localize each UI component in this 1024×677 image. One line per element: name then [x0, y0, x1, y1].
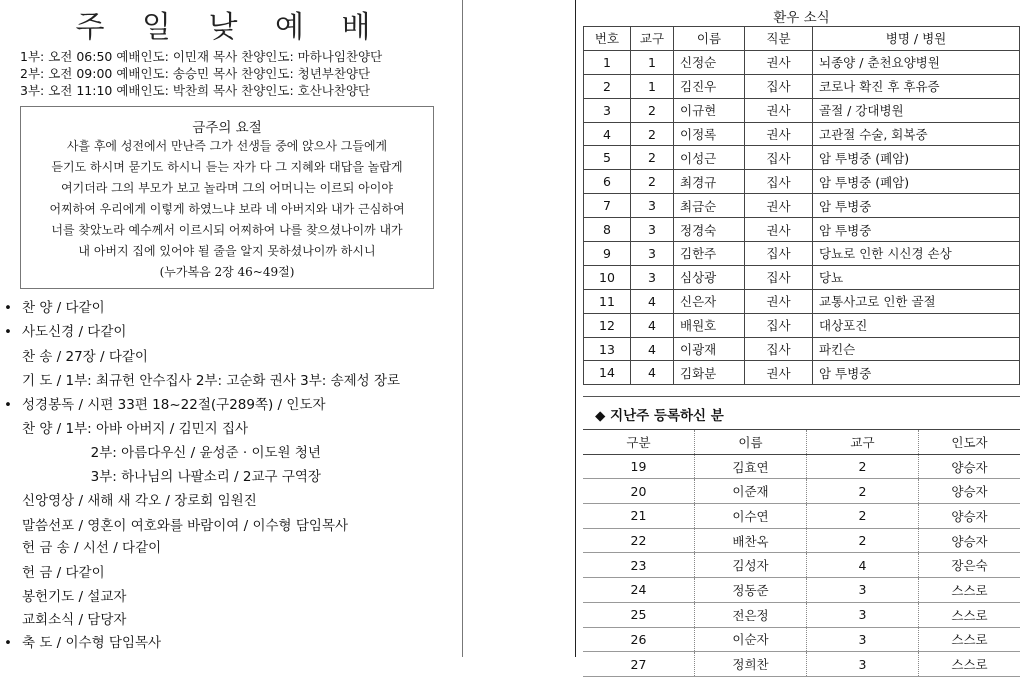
table-cell: 이광재	[674, 337, 745, 361]
table-cell: 4	[631, 361, 674, 385]
col-header: 교구	[807, 430, 919, 455]
table-row	[584, 74, 1020, 98]
table-cell: 14	[584, 361, 631, 385]
table-row	[584, 146, 1020, 170]
table-cell: 집사	[745, 313, 813, 337]
table-cell: 21	[583, 504, 695, 529]
table-cell: 22	[583, 528, 695, 553]
table-cell: 9	[584, 242, 631, 266]
order-item: 기 도 / 1부: 최규헌 안수집사 2부: 고순화 권사 3부: 송제성 장로	[22, 373, 401, 389]
table-row	[583, 454, 1020, 479]
table-cell: 양승자	[919, 528, 1021, 553]
table-cell: 이준재	[695, 479, 807, 504]
table-row	[583, 602, 1020, 627]
table-row	[584, 122, 1020, 146]
table-cell: 3	[631, 194, 674, 218]
table-cell: 스스로	[919, 578, 1021, 603]
table-cell: 23	[583, 553, 695, 578]
left-page	[0, 0, 460, 657]
table-row	[584, 242, 1020, 266]
table-row	[583, 652, 1020, 677]
table-cell: 3	[631, 265, 674, 289]
verse-line: 사흘 후에 성전에서 만난즉 그가 선생들 중에 앉으사 그들에게	[66, 139, 388, 153]
table-cell: 양승자	[919, 479, 1021, 504]
table-cell: 코로나 확진 후 후유증	[813, 74, 1020, 98]
table-cell: 19	[583, 454, 695, 479]
table-cell: 13	[584, 337, 631, 361]
table-cell: 집사	[745, 242, 813, 266]
col-header: 교구	[631, 27, 674, 51]
table-cell: 집사	[745, 146, 813, 170]
table-cell: 3	[807, 602, 919, 627]
table-cell: 교통사고로 인한 골절	[813, 289, 1020, 313]
table-header-row	[583, 430, 1020, 455]
table-cell: 2	[631, 122, 674, 146]
table-cell: 암 투병중 (폐암)	[813, 170, 1020, 194]
table-cell: 정동준	[695, 578, 807, 603]
table-cell: 6	[584, 170, 631, 194]
table-cell: 암 투병중	[813, 194, 1020, 218]
table-cell: 장은숙	[919, 553, 1021, 578]
table-row	[583, 578, 1020, 603]
table-cell: 전은정	[695, 602, 807, 627]
order-item: • 찬 양 / 다같이	[4, 300, 105, 316]
order-item: • 사도신경 / 다같이	[4, 324, 127, 340]
order-item: 찬 송 / 27장 / 다같이	[22, 349, 148, 365]
table-cell: 이정록	[674, 122, 745, 146]
table-row	[584, 265, 1020, 289]
verse-line: 내 아버지 집에 있어야 될 줄을 알지 못하셨나이까 하시니	[78, 244, 376, 258]
table-cell: 김진우	[674, 74, 745, 98]
order-item: • 축 도 / 이수형 담임목사	[4, 635, 162, 651]
table-cell: 3	[631, 242, 674, 266]
table-cell: 암 투병중	[813, 361, 1020, 385]
table-row	[583, 553, 1020, 578]
table-cell: 2	[584, 74, 631, 98]
table-cell: 집사	[745, 170, 813, 194]
table-row	[584, 289, 1020, 313]
table-cell: 4	[631, 313, 674, 337]
service-line: 3부: 오전 11:10 예배인도: 박찬희 목사 찬양인도: 호산나찬양단	[20, 83, 371, 98]
table-cell: 정경숙	[674, 218, 745, 242]
table-header-row	[584, 27, 1020, 51]
verse-line: 여기더라 그의 부모가 보고 놀라며 그의 어머니는 이르되 아이야	[61, 181, 393, 195]
table-cell: 암 투병중	[813, 218, 1020, 242]
table-cell: 25	[583, 602, 695, 627]
table-cell: 양승자	[919, 454, 1021, 479]
table-cell: 뇌종양 / 춘천요양병원	[813, 50, 1020, 74]
weekly-verse-box	[20, 106, 434, 289]
table-cell: 김화분	[674, 361, 745, 385]
registered-title: ◆ 지난주 등록하신 분	[595, 408, 724, 424]
table-cell: 당뇨	[813, 265, 1020, 289]
table-row	[584, 50, 1020, 74]
table-cell: 권사	[745, 194, 813, 218]
table-row	[583, 528, 1020, 553]
table-cell: 배찬옥	[695, 528, 807, 553]
table-cell: 권사	[745, 289, 813, 313]
table-cell: 2	[631, 170, 674, 194]
table-cell: 김효연	[695, 454, 807, 479]
table-cell: 이수연	[695, 504, 807, 529]
table-cell: 이규현	[674, 98, 745, 122]
table-cell: 스스로	[919, 652, 1021, 677]
col-header: 구분	[583, 430, 695, 455]
col-header: 병명 / 병원	[813, 27, 1020, 51]
section-divider	[583, 396, 1020, 397]
order-item: • 성경봉독 / 시편 33편 18~22절(구289쪽) / 인도자	[4, 397, 326, 413]
table-cell: 최금순	[674, 194, 745, 218]
table-cell: 1	[631, 50, 674, 74]
table-cell: 20	[583, 479, 695, 504]
table-cell: 8	[584, 218, 631, 242]
table-cell: 스스로	[919, 602, 1021, 627]
table-row	[584, 170, 1020, 194]
table-cell: 김성자	[695, 553, 807, 578]
table-cell: 집사	[745, 265, 813, 289]
table-cell: 골절 / 강대병원	[813, 98, 1020, 122]
order-item: 헌 금 / 다같이	[22, 565, 105, 581]
verse-reference: (누가복음 2장 46~49절)	[159, 265, 295, 279]
order-item: 2부: 아름다우신 / 윤성준 · 이도원 청년	[22, 445, 321, 461]
table-cell: 스스로	[919, 627, 1021, 652]
table-cell: 권사	[745, 98, 813, 122]
table-cell: 3	[584, 98, 631, 122]
table-cell: 7	[584, 194, 631, 218]
table-row	[583, 504, 1020, 529]
order-item: 교회소식 / 담당자	[22, 612, 127, 628]
col-header: 직분	[745, 27, 813, 51]
table-cell: 27	[583, 652, 695, 677]
table-cell: 3	[807, 578, 919, 603]
order-item: 말씀선포 / 영혼이 여호와를 바람이여 / 이수형 담임목사	[22, 518, 349, 534]
table-cell: 권사	[745, 50, 813, 74]
verse-line: 듣기도 하시며 묻기도 하시니 듣는 자가 다 그 지혜와 대답을 놀랍게	[51, 160, 403, 174]
table-cell: 파킨슨	[813, 337, 1020, 361]
table-row	[584, 361, 1020, 385]
order-item: 찬 양 / 1부: 아바 아버지 / 김민지 집사	[22, 421, 249, 437]
table-cell: 집사	[745, 74, 813, 98]
table-cell: 3	[807, 627, 919, 652]
table-row	[584, 313, 1020, 337]
table-cell: 최경규	[674, 170, 745, 194]
table-cell: 12	[584, 313, 631, 337]
table-cell: 1	[584, 50, 631, 74]
table-cell: 암 투병중 (폐암)	[813, 146, 1020, 170]
col-header: 이름	[695, 430, 807, 455]
table-cell: 당뇨로 인한 시신경 손상	[813, 242, 1020, 266]
sick-news-title: 환우 소식	[773, 10, 830, 26]
verse-line: 너를 찾았노라 예수께서 이르시되 어찌하여 나를 찾으셨나이까 내가	[51, 223, 403, 237]
page-title: 주 일 낮 예 배	[75, 10, 385, 45]
table-cell: 대상포진	[813, 313, 1020, 337]
service-line: 2부: 오전 09:00 예배인도: 송승민 목사 찬양인도: 청년부찬양단	[20, 66, 371, 81]
table-cell: 권사	[745, 218, 813, 242]
table-cell: 고관절 수술, 회복중	[813, 122, 1020, 146]
col-header: 인도자	[919, 430, 1021, 455]
table-cell: 3	[631, 218, 674, 242]
table-cell: 2	[807, 454, 919, 479]
table-cell: 이순자	[695, 627, 807, 652]
table-cell: 권사	[745, 361, 813, 385]
order-item: 봉헌기도 / 설교자	[22, 589, 127, 605]
table-cell: 신정순	[674, 50, 745, 74]
table-cell: 26	[583, 627, 695, 652]
table-cell: 4	[631, 337, 674, 361]
order-item: 3부: 하나님의 나팔소리 / 2교구 구역장	[22, 469, 321, 485]
table-cell: 5	[584, 146, 631, 170]
table-cell: 신은자	[674, 289, 745, 313]
table-cell: 심상광	[674, 265, 745, 289]
table-cell: 권사	[745, 122, 813, 146]
verse-line: 어찌하여 우리에게 이렇게 하였느냐 보라 네 아버지와 내가 근심하여	[49, 202, 405, 216]
order-item: 헌 금 송 / 시선 / 다같이	[22, 540, 162, 556]
table-row	[584, 98, 1020, 122]
table-cell: 10	[584, 265, 631, 289]
table-cell: 집사	[745, 337, 813, 361]
table-cell: 2	[631, 98, 674, 122]
table-cell: 11	[584, 289, 631, 313]
table-row	[584, 218, 1020, 242]
table-cell: 4	[631, 289, 674, 313]
table-row	[583, 479, 1020, 504]
table-cell: 정희찬	[695, 652, 807, 677]
table-row	[583, 627, 1020, 652]
service-line: 1부: 오전 06:50 예배인도: 이민재 목사 찬양인도: 마하나임찬양단	[20, 49, 383, 64]
table-row	[584, 194, 1020, 218]
sick-members-table	[583, 26, 1020, 385]
table-cell: 4	[584, 122, 631, 146]
table-cell: 3	[807, 652, 919, 677]
table-cell: 24	[583, 578, 695, 603]
table-cell: 2	[807, 504, 919, 529]
table-row	[584, 337, 1020, 361]
verse-heading: 금주의 요절	[192, 120, 262, 136]
table-cell: 양승자	[919, 504, 1021, 529]
right-page-border	[575, 0, 576, 657]
col-header: 번호	[584, 27, 631, 51]
table-cell: 2	[807, 528, 919, 553]
table-cell: 이성근	[674, 146, 745, 170]
order-item: 신앙영상 / 새해 새 각오 / 장로회 임원진	[22, 493, 257, 509]
table-cell: 김한주	[674, 242, 745, 266]
page-divider	[462, 0, 463, 657]
table-cell: 2	[631, 146, 674, 170]
table-cell: 4	[807, 553, 919, 578]
table-cell: 1	[631, 74, 674, 98]
table-cell: 배원호	[674, 313, 745, 337]
table-cell: 2	[807, 479, 919, 504]
registered-table	[583, 429, 1020, 677]
col-header: 이름	[674, 27, 745, 51]
